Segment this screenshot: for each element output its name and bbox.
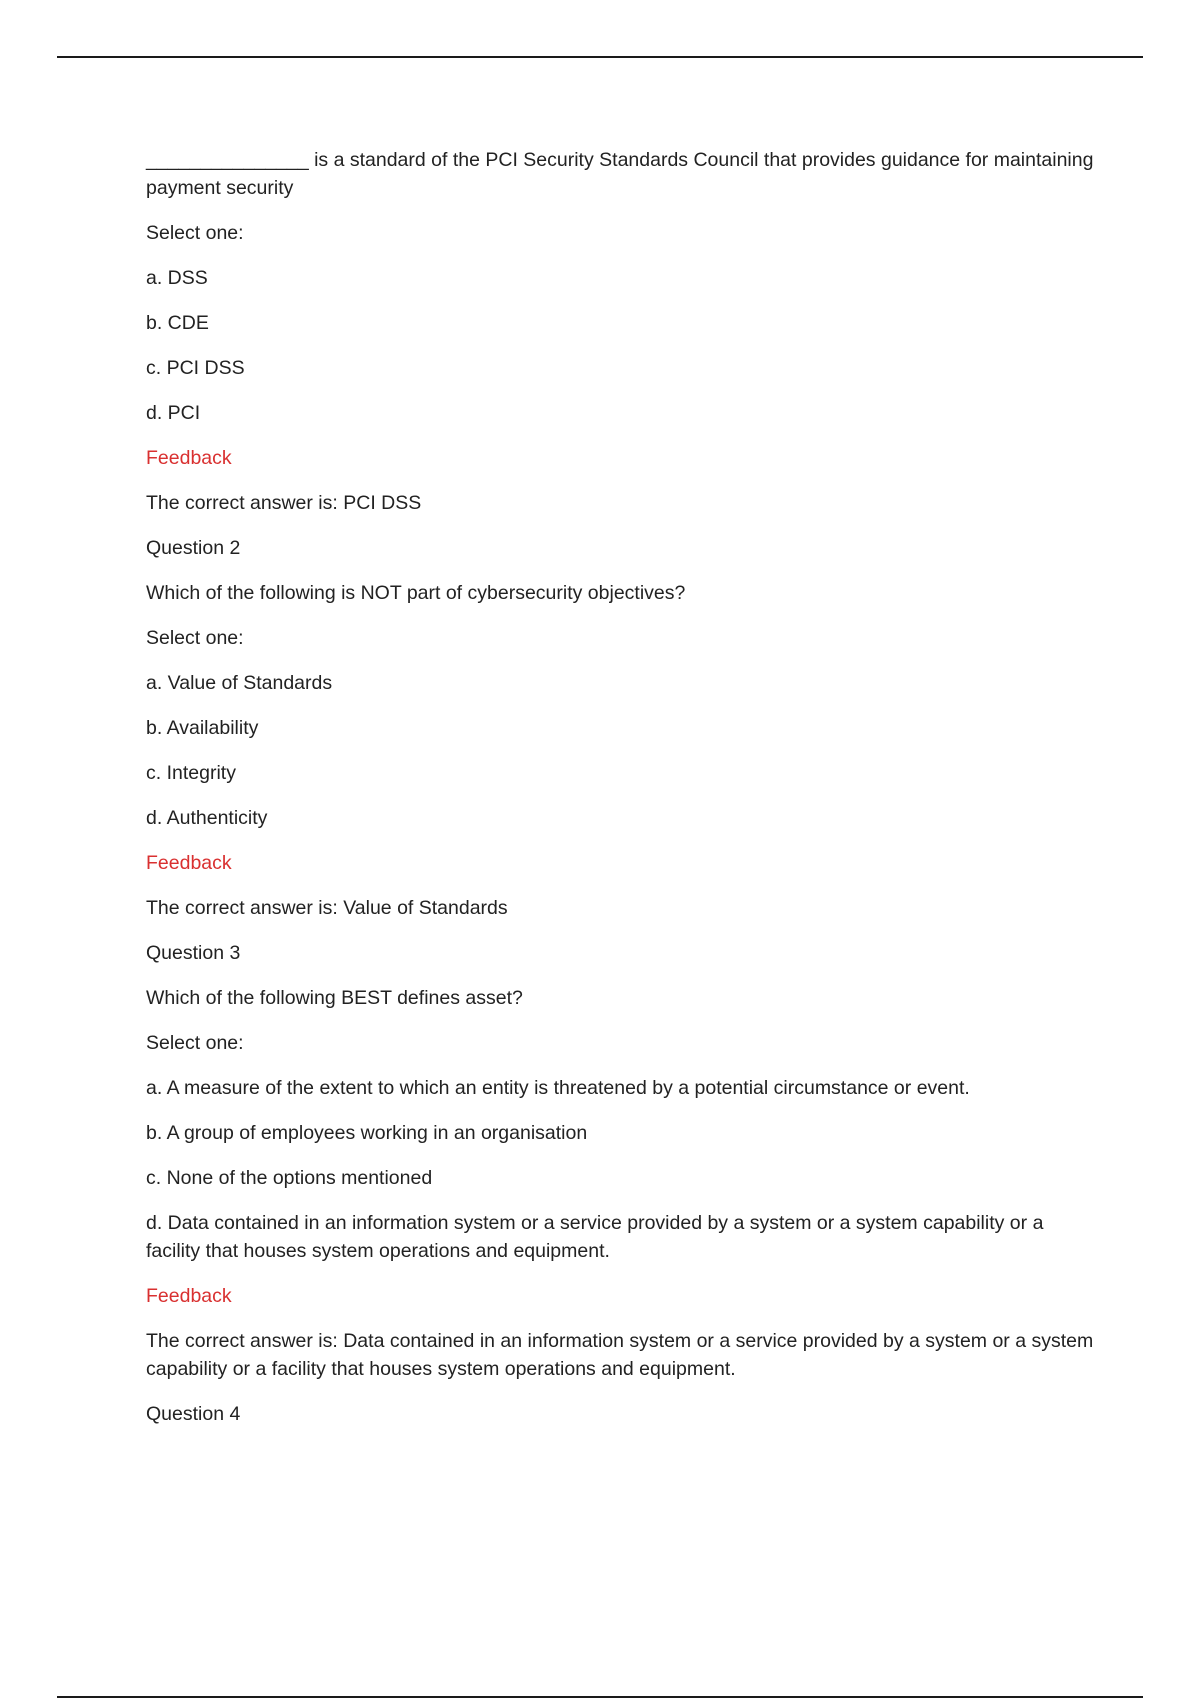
- question-4: [146, 1400, 1096, 1428]
- question-2-option-c: c. Integrity: [146, 762, 236, 784]
- document-body: [146, 146, 1096, 1445]
- question-3-select-label: Select one:: [146, 1032, 244, 1054]
- question-2-feedback-label: Feedback: [146, 852, 232, 874]
- question-4-heading: Question 4: [146, 1403, 241, 1425]
- top-rule: [57, 56, 1143, 58]
- question-3-option-a: a. A measure of the extent to which an entity is threatened by a potential circumstance or event.: [146, 1077, 970, 1099]
- question-1-option-a: a. DSS: [146, 267, 208, 289]
- question-2: [146, 534, 1096, 922]
- question-3-stem: Which of the following BEST defines asset?: [146, 987, 523, 1009]
- question-1: [146, 146, 1096, 517]
- question-1-correct-answer: The correct answer is: PCI DSS: [146, 492, 422, 514]
- question-3-option-d: d. Data contained in an information system or a service provided by a system or a system capability or a facility that houses system operations and equipment.: [146, 1212, 1044, 1262]
- question-2-option-d: d. Authenticity: [146, 807, 268, 829]
- question-3-option-c: c. None of the options mentioned: [146, 1167, 433, 1189]
- question-1-stem: _______________ is a standard of the PCI Security Standards Council that provides guidance for maintaining payment security: [146, 149, 1094, 199]
- question-1-option-b: b. CDE: [146, 312, 209, 334]
- bottom-rule: [57, 1696, 1143, 1698]
- question-2-option-a: a. Value of Standards: [146, 672, 333, 694]
- question-3-heading: Question 3: [146, 942, 241, 964]
- question-1-feedback-label: Feedback: [146, 447, 232, 469]
- question-3-correct-answer: The correct answer is: Data contained in an information system or a service provided by a system or a system capability or a facility that houses system operations and equipment.: [146, 1330, 1094, 1380]
- question-2-correct-answer: The correct answer is: Value of Standards: [146, 897, 508, 919]
- question-1-option-c: c. PCI DSS: [146, 357, 245, 379]
- question-3: [146, 939, 1096, 1383]
- question-3-option-b: b. A group of employees working in an organisation: [146, 1122, 588, 1144]
- question-2-heading: Question 2: [146, 537, 241, 559]
- question-2-select-label: Select one:: [146, 627, 244, 649]
- question-2-stem: Which of the following is NOT part of cybersecurity objectives?: [146, 582, 686, 604]
- question-2-option-b: b. Availability: [146, 717, 259, 739]
- question-1-select-label: Select one:: [146, 222, 244, 244]
- question-3-feedback-label: Feedback: [146, 1285, 232, 1307]
- question-1-option-d: d. PCI: [146, 402, 201, 424]
